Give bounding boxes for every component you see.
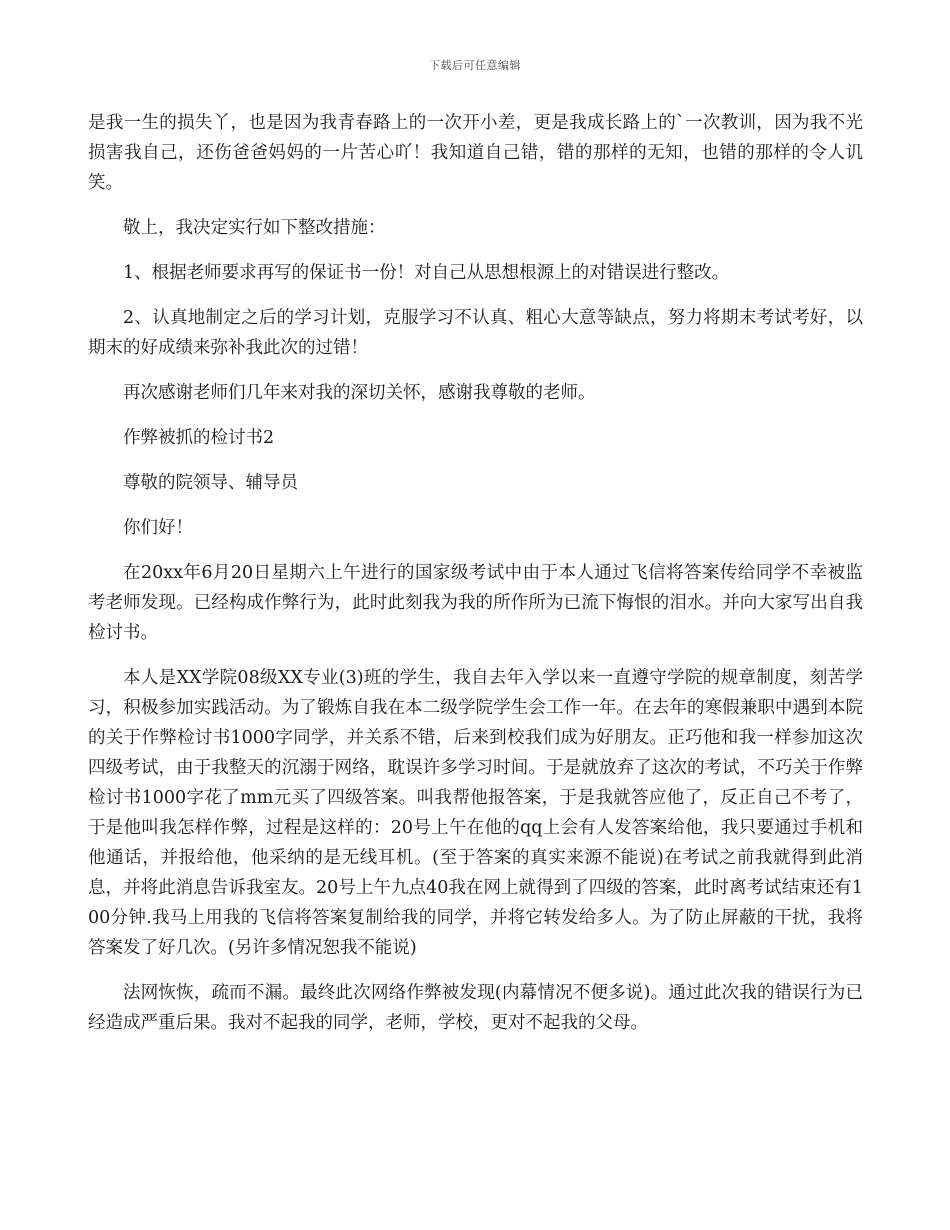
greeting: 你们好！ (123, 518, 193, 538)
salutation: 尊敬的院领导、辅导员 (123, 473, 298, 493)
page-header: 下载后可任意编辑 (429, 59, 521, 72)
paragraph-measures-intro: 敬上，我决定实行如下整改措施： (123, 218, 386, 238)
paragraph-background: 本人是XX学院08级XX专业(3)班的学生，我自去年入学以来一直遵守学院的规章制度，刻苦学习，积极参加实践活动。为了锻炼自我在本二级学院学生会工作一年。在去年的寒假兼职中遇到本院的关于作弊检讨书1000字同学，并关系不错，后来到校我们成为好朋友。正巧他和我一样参加这次四级考试，由于我整天的沉溺于网络，耽误许多学习时间。于是就放弃了这次的考试，不巧关于作弊检讨书1000字花了mm元买了四级答案。叫我帮他报答案，于是我就答应他了，反正自己不考了，于是他叫我怎样作弊，过程是这样的：20号上午在他的qq上会有人发答案给他，我只要通过手机和他通话，并报给他，他采纳的是无线耳机。(至于答案的真实来源不能说)在考试之前我就得到此消息，并将此消息告诉我室友。20号上午九点40我在网上就得到了四级的答案，此时离考试结束还有100分钟.我马上用我的飞信将答案复制给我的同学，并将它转发给多人。为了防止屏蔽的干扰，我将答案发了好几次。(另许多情况恕我不能说) (88, 668, 863, 958)
paragraph-measure-1: 1、根据老师要求再写的保证书一份！对自己从思想根源上的对错误进行整改。 (123, 263, 730, 283)
section-title: 作弊被抓的检讨书2 (123, 428, 275, 448)
paragraph-thanks: 再次感谢老师们几年来对我的深切关怀，感谢我尊敬的老师。 (123, 383, 596, 403)
paragraph-consequence: 法网恢恢，疏而不漏。最终此次网络作弊被发现(内幕情况不便多说)。通过此次我的错误行为已经造成严重后果。我对不起我的同学，老师，学校，更对不起我的父母。 (88, 983, 863, 1033)
paragraph-incident: 在20xx年6月20日星期六上午进行的国家级考试中由于本人通过飞信将答案传给同学不幸被监考老师发现。已经构成作弊行为，此时此刻我为我的所作所为已流下悔恨的泪水。并向大家写出自我检讨书。 (88, 563, 863, 643)
paragraph-measure-2: 2、认真地制定之后的学习计划，克服学习不认真、粗心大意等缺点，努力将期末考试考好，以期末的好成绩来弥补我此次的过错！ (88, 308, 863, 358)
paragraph-loss-reflection: 是我一生的损失丫，也是因为我青春路上的一次开小差，更是我成长路上的`一次教训，因为我不光损害我自己，还伤爸爸妈妈的一片苦心吖！我知道自己错，错的那样的无知，也错的那样的令人讥笑。 (88, 113, 863, 193)
document-body (88, 108, 863, 1053)
